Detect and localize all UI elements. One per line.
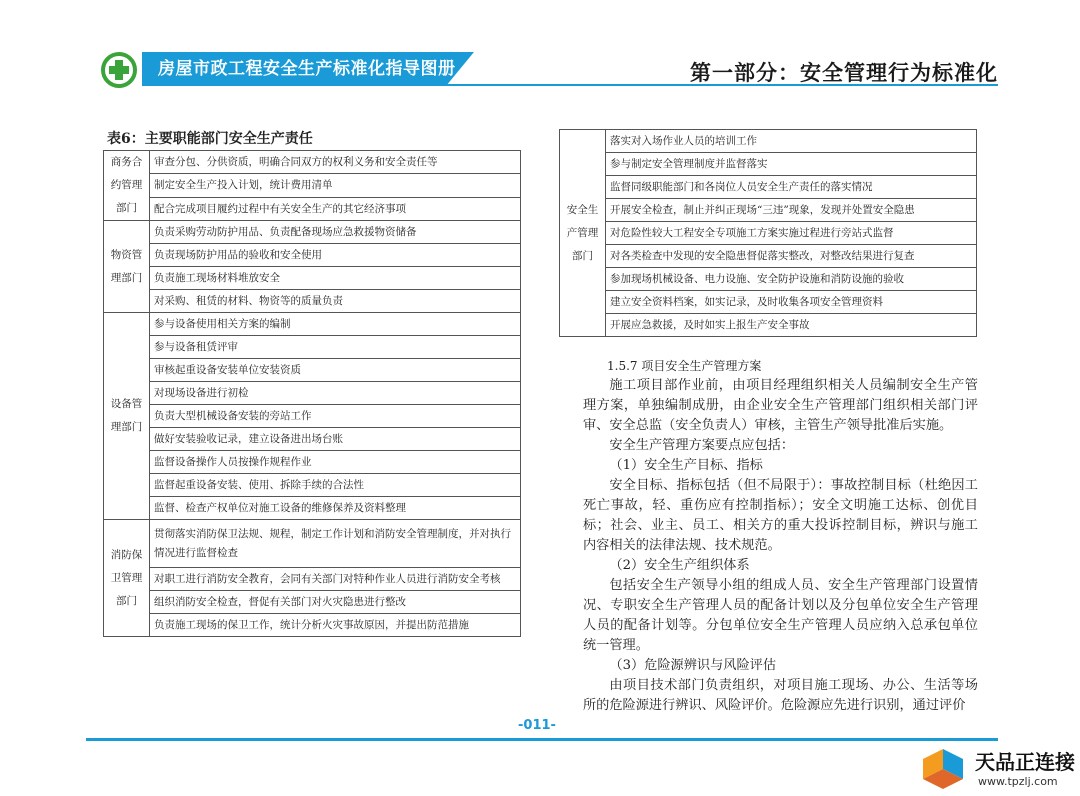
responsibility-item: 参与设备租赁评审 xyxy=(150,336,521,359)
responsibility-item: 审查分包、分供资质，明确合同双方的权利义务和安全责任等 xyxy=(150,151,521,174)
responsibility-item: 对采购、租赁的材料、物资等的质量负责 xyxy=(150,290,521,313)
table-row xyxy=(104,520,521,568)
dept-label-line: 设备管 xyxy=(110,398,143,410)
table-row xyxy=(104,267,521,290)
subheading: （3）危险源辨识与风险评估 xyxy=(609,658,777,673)
section-heading: 1.5.7 项目安全生产管理方案 xyxy=(607,359,762,373)
dept-label-line: 卫管理 xyxy=(110,571,143,584)
table-row xyxy=(104,313,521,336)
table-row xyxy=(104,197,521,220)
table-row xyxy=(104,497,521,520)
table-row xyxy=(104,451,521,474)
responsibility-item: 对职工进行消防安全教育，会同有关部门对特种作业人员进行消防安全考核 xyxy=(150,568,521,591)
table-row xyxy=(560,153,977,176)
dept-label-line: 部门 xyxy=(116,202,137,214)
table-row xyxy=(560,314,977,337)
responsibility-item: 负责现场防护用品的验收和安全使用 xyxy=(150,244,521,267)
responsibility-item: 负责施工现场的保卫工作，统计分析火灾事故原因，并提出防范措施 xyxy=(150,614,521,637)
watermark-name: 天品正连接 xyxy=(975,750,1075,774)
dept-label-line: 安全生 xyxy=(566,203,599,216)
dept-cell xyxy=(104,151,150,221)
dept-cell xyxy=(104,313,150,520)
responsibility-item: 监督起重设备安装、使用、拆除手续的合法性 xyxy=(150,474,521,497)
dept-label-line: 产管理 xyxy=(566,226,599,239)
watermark-logo-icon xyxy=(921,745,965,789)
dept-label-line: 理部门 xyxy=(110,421,143,433)
dept-cell xyxy=(560,130,606,337)
responsibility-item: 负责大型机械设备安装的旁站工作 xyxy=(150,405,521,428)
body-text xyxy=(583,356,978,716)
responsibility-item: 开展安全检查，制止并纠正现场“三违”现象，发现并处置安全隐患 xyxy=(606,199,977,222)
table-row xyxy=(104,474,521,497)
table-row xyxy=(560,199,977,222)
responsibility-item: 对危险性较大工程安全专项施工方案实施过程进行旁站式监督 xyxy=(606,222,977,245)
table-row xyxy=(104,174,521,197)
book-title: 房屋市政工程安全生产标准化指导图册 xyxy=(158,59,456,79)
responsibility-item: 对现场设备进行初检 xyxy=(150,382,521,405)
table-row xyxy=(560,176,977,199)
table-row xyxy=(104,591,521,614)
table-row xyxy=(560,222,977,245)
table-row xyxy=(104,221,521,244)
dept-label-line: 约管理 xyxy=(110,179,143,191)
dept-label-line: 部门 xyxy=(572,249,593,262)
responsibility-table-left xyxy=(103,150,521,637)
subheading: （1）安全生产目标、指标 xyxy=(609,458,763,473)
responsibility-item: 负责施工现场材料堆放安全 xyxy=(150,267,521,290)
dept-label-line: 消防保 xyxy=(110,548,143,561)
subheading: （2）安全生产组织体系 xyxy=(609,558,750,573)
watermark-url: www.tpzlj.com xyxy=(978,775,1058,788)
dept-label-line: 商务合 xyxy=(110,156,143,168)
responsibility-item: 监督同级职能部门和各岗位人员安全生产责任的落实情况 xyxy=(606,176,977,199)
table-row xyxy=(104,614,521,637)
responsibility-item: 参与制定安全管理制度并监督落实 xyxy=(606,153,977,176)
responsibility-item: 对各类检查中发现的安全隐患督促落实整改，对整改结果进行复查 xyxy=(606,245,977,268)
responsibility-item: 监督、检查产权单位对施工设备的维修保养及资料整理 xyxy=(150,497,521,520)
table-row xyxy=(104,405,521,428)
table-row xyxy=(104,382,521,405)
responsibility-item: 建立安全资料档案，如实记录，及时收集各项安全管理资料 xyxy=(606,291,977,314)
table-row xyxy=(560,291,977,314)
responsibility-item: 落实对入场作业人员的培训工作 xyxy=(606,130,977,153)
responsibility-item: 参加现场机械设备、电力设施、安全防护设施和消防设施的验收 xyxy=(606,268,977,291)
paragraph: 由项目技术部门负责组织，对项目施工现场、办公、生活等场所的危险源进行辨识、风险评价。危险源应先进行识别，通过评价 xyxy=(583,678,978,713)
dept-cell xyxy=(104,520,150,637)
paragraph: 包括安全生产领导小组的组成人员、安全生产管理部门设置情况、专职安全生产管理人员的配备计划以及分包单位安全生产管理人员的配备计划等。分包单位安全生产管理人员应纳入总承包单位统一管理。 xyxy=(583,578,978,653)
responsibility-item: 参与设备使用相关方案的编制 xyxy=(150,313,521,336)
dept-label-line: 物资管 xyxy=(110,248,143,261)
page-number: -011- xyxy=(518,718,556,733)
dept-label-line: 理部门 xyxy=(110,271,143,284)
responsibility-item: 组织消防安全检查，督促有关部门对火灾隐患进行整改 xyxy=(150,591,521,614)
responsibility-item: 贯彻落实消防保卫法规、规程，制定工作计划和消防安全管理制度，并对执行情况进行监督检查 xyxy=(150,520,521,568)
responsibility-item: 配合完成项目履约过程中有关安全生产的其它经济事项 xyxy=(150,197,521,220)
paragraph: 安全生产管理方案要点应包括： xyxy=(609,438,795,453)
dept-label-line: 部门 xyxy=(116,594,137,607)
responsibility-item: 监督设备操作人员按操作规程作业 xyxy=(150,451,521,474)
table-row xyxy=(104,244,521,267)
table-row xyxy=(104,151,521,174)
responsibility-table-right xyxy=(559,129,977,337)
table-row xyxy=(560,268,977,291)
paragraph: 安全目标、指标包括（但不局限于）：事故控制目标（杜绝因工死亡事故，轻、重伤应有控制指标）；安全文明施工达标、创优目标；社会、业主、员工、相关方的重大投诉控制目标，辨识与施工内容相关的法律法规、技术规范。 xyxy=(583,478,978,553)
responsibility-item: 负责采购劳动防护用品、负责配备现场应急救援物资储备 xyxy=(150,221,521,244)
paragraph: 施工项目部作业前，由项目经理组织相关人员编制安全生产管理方案，单独编制成册，由企业安全生产管理部门组织相关部门评审、安全总监（安全负责人）审核，主管生产领导批准后实施。 xyxy=(583,378,978,433)
responsibility-item: 做好安装验收记录，建立设备进出场台账 xyxy=(150,428,521,451)
table-row xyxy=(104,428,521,451)
part-title: 第一部分：安全管理行为标准化 xyxy=(690,60,998,85)
table-row xyxy=(560,245,977,268)
responsibility-item: 制定安全生产投入计划，统计费用清单 xyxy=(150,174,521,197)
responsibility-item: 开展应急救援，及时如实上报生产安全事故 xyxy=(606,314,977,337)
table-row xyxy=(104,359,521,382)
footer-rule xyxy=(86,738,998,741)
table-title: 表6：主要职能部门安全生产责任 xyxy=(107,131,313,147)
table-row xyxy=(104,290,521,313)
table-row xyxy=(104,336,521,359)
dept-cell xyxy=(104,221,150,313)
table-row xyxy=(104,568,521,591)
logo-cross xyxy=(115,60,123,80)
responsibility-item: 审核起重设备安装单位安装资质 xyxy=(150,359,521,382)
table-row xyxy=(560,130,977,153)
